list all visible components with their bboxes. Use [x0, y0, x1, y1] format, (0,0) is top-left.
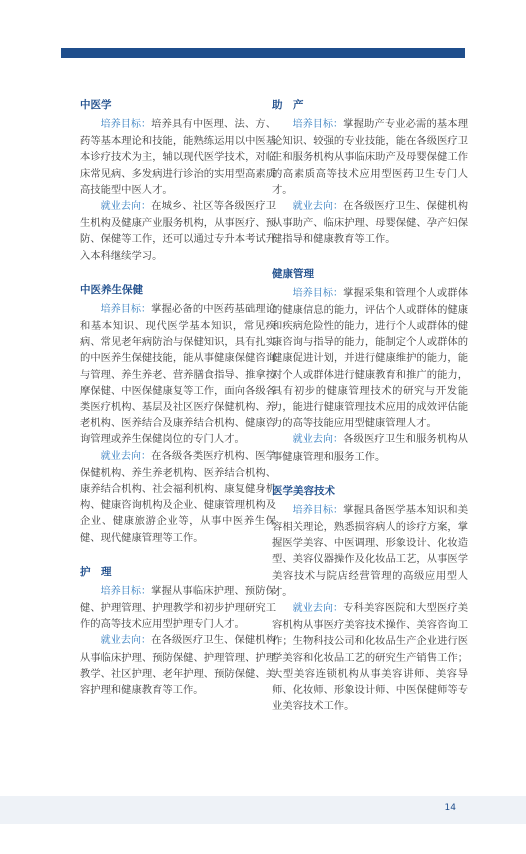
section-title: 中医养生保健 — [80, 283, 143, 296]
training-goal — [272, 285, 468, 432]
section-title: 中医学 — [80, 99, 112, 111]
training-goal — [272, 116, 468, 198]
career-label: 就业去向： — [100, 201, 152, 213]
section-nursing — [80, 564, 276, 698]
career-direction — [80, 448, 276, 546]
section-health-management — [272, 266, 468, 465]
goal-text: 掌握从事临床护理、预防保健、护理管理、护理教学和初步护理研究工作的高等技术应用型护理专门人才。 — [80, 584, 277, 631]
career-text: 在各级医疗卫生、保健机构从事助产、临床护理、母婴保健、孕产妇保健指导和健康教育等工作。 — [272, 200, 469, 246]
goal-text: 培养具有中医理、法、方、药等基本理论和技能，能熟练运用以中医基本诊疗技术为主，辅以现代医学技术，对临床常见病、多发病进行诊治的实用型高素质高技能型中医人才。 — [80, 118, 277, 196]
page-number: 14 — [444, 803, 456, 813]
right-column — [272, 97, 468, 733]
career-text: 在各级各类医疗机构、医学保健机构、养生养老机构、医养结合机构、康养结合机构、社会福利机构、康复健身机构、健康咨询机构及企业、健康管理机构及企业、健康旅游企业等，从事中医养生保健、现代健康管理等工作。 — [80, 449, 277, 544]
section-midwifery — [272, 97, 468, 248]
career-text: 在各级医疗卫生、保健机构从事临床护理、预防保健、护理管理、护理教学、社区护理、老年护理、预防保健、美容护理和健康教育等工作。 — [80, 634, 277, 697]
career-text: 专科美容医院和大型医疗美容机构从事医疗美容技术操作、美容咨询工作；生物科技公司和化妆品生产企业进行医学美容和化妆品工艺的研究生产销售工作；大型美容连锁机构从事美容讲师、美容导师、化妆师、形象设计师、中医保健师等专业美容技术工作。 — [272, 602, 469, 713]
footer-band — [0, 796, 526, 824]
goal-label: 培养目标： — [100, 303, 152, 315]
left-column — [80, 97, 276, 716]
section-title: 健康管理 — [272, 267, 314, 280]
training-goal — [80, 583, 276, 633]
goal-text: 掌握助产专业必需的基本理论知识、较强的专业技能，能在各级医疗卫生和服务机构从事临床助产及母婴保健工作的高素质高等技术应用型医药卫生专门人才。 — [272, 118, 469, 196]
goal-text: 掌握必备的中医药基础理论和基本知识、现代医学基本知识，常见疾病、常见老年病防治与保健知识，具有扎实的中医养生保健技能，能从事健康保健咨询与管理、养生养老、营养膳食指导、推拿按摩保健、中医保健康复等工作，面向各级各类医疗机构、基层及社区医疗保健机构、养老机构、医养结合及康养结合机构、健康咨询管理或养生保健岗位的专门人才。 — [80, 302, 277, 446]
section-tcm-health — [80, 282, 276, 546]
career-direction — [80, 198, 276, 264]
header-bar — [61, 48, 465, 58]
goal-label: 培养目标： — [100, 585, 152, 597]
goal-label: 培养目标： — [292, 119, 344, 130]
goal-text: 掌握采集和管理个人或群体的健康信息的能力，评估个人或群体的健康和疾病危险性的能力，进行个人或群体的健康咨询与指导的能力，能制定个人或群体的健康促进计划，并进行健康维护的能力，能对个人或群体进行健康教育和推广的能力，具有初步的健康管理技术的研究与开发能力，能进行健康管理技术应用的成效评估能力的高等技能应用型健康管理人才。 — [272, 286, 469, 430]
goal-label: 培养目标： — [292, 504, 344, 516]
career-label: 就业去向： — [100, 450, 152, 462]
training-goal — [272, 502, 468, 600]
career-direction — [272, 431, 468, 464]
career-label: 就业去向： — [100, 635, 152, 647]
training-goal — [80, 116, 276, 198]
career-text: 各级医疗卫生和服务机构从事健康管理和服务工作。 — [272, 433, 469, 463]
goal-label: 培养目标： — [100, 119, 152, 130]
career-direction — [272, 600, 468, 714]
career-label: 就业去向： — [292, 434, 344, 446]
career-label: 就业去向： — [292, 603, 344, 615]
training-goal — [80, 301, 276, 448]
section-tcm — [80, 97, 276, 264]
section-title: 医学美容技术 — [272, 484, 335, 497]
career-text: 在城乡、社区等各级医疗卫生机构及健康产业服务机构，从事医疗、预防、保健等工作，还可以通过专升本考试升入本科继续学习。 — [80, 200, 277, 262]
goal-text: 掌握具备医学基本知识和美容相关理论，熟悉损容病人的诊疗方案，掌握医学美容、中医调理、形象设计、化妆造型、美容仪器操作及化妆品工艺，从事医学美容技术与院店经营管理的高级应用型人才。 — [272, 503, 469, 598]
section-title: 护 理 — [80, 565, 112, 578]
career-direction — [272, 198, 468, 248]
section-title: 助 产 — [272, 99, 304, 111]
goal-label: 培养目标： — [292, 287, 344, 299]
career-label: 就业去向： — [292, 201, 344, 213]
career-direction — [80, 632, 276, 698]
section-medical-beauty — [272, 483, 468, 715]
